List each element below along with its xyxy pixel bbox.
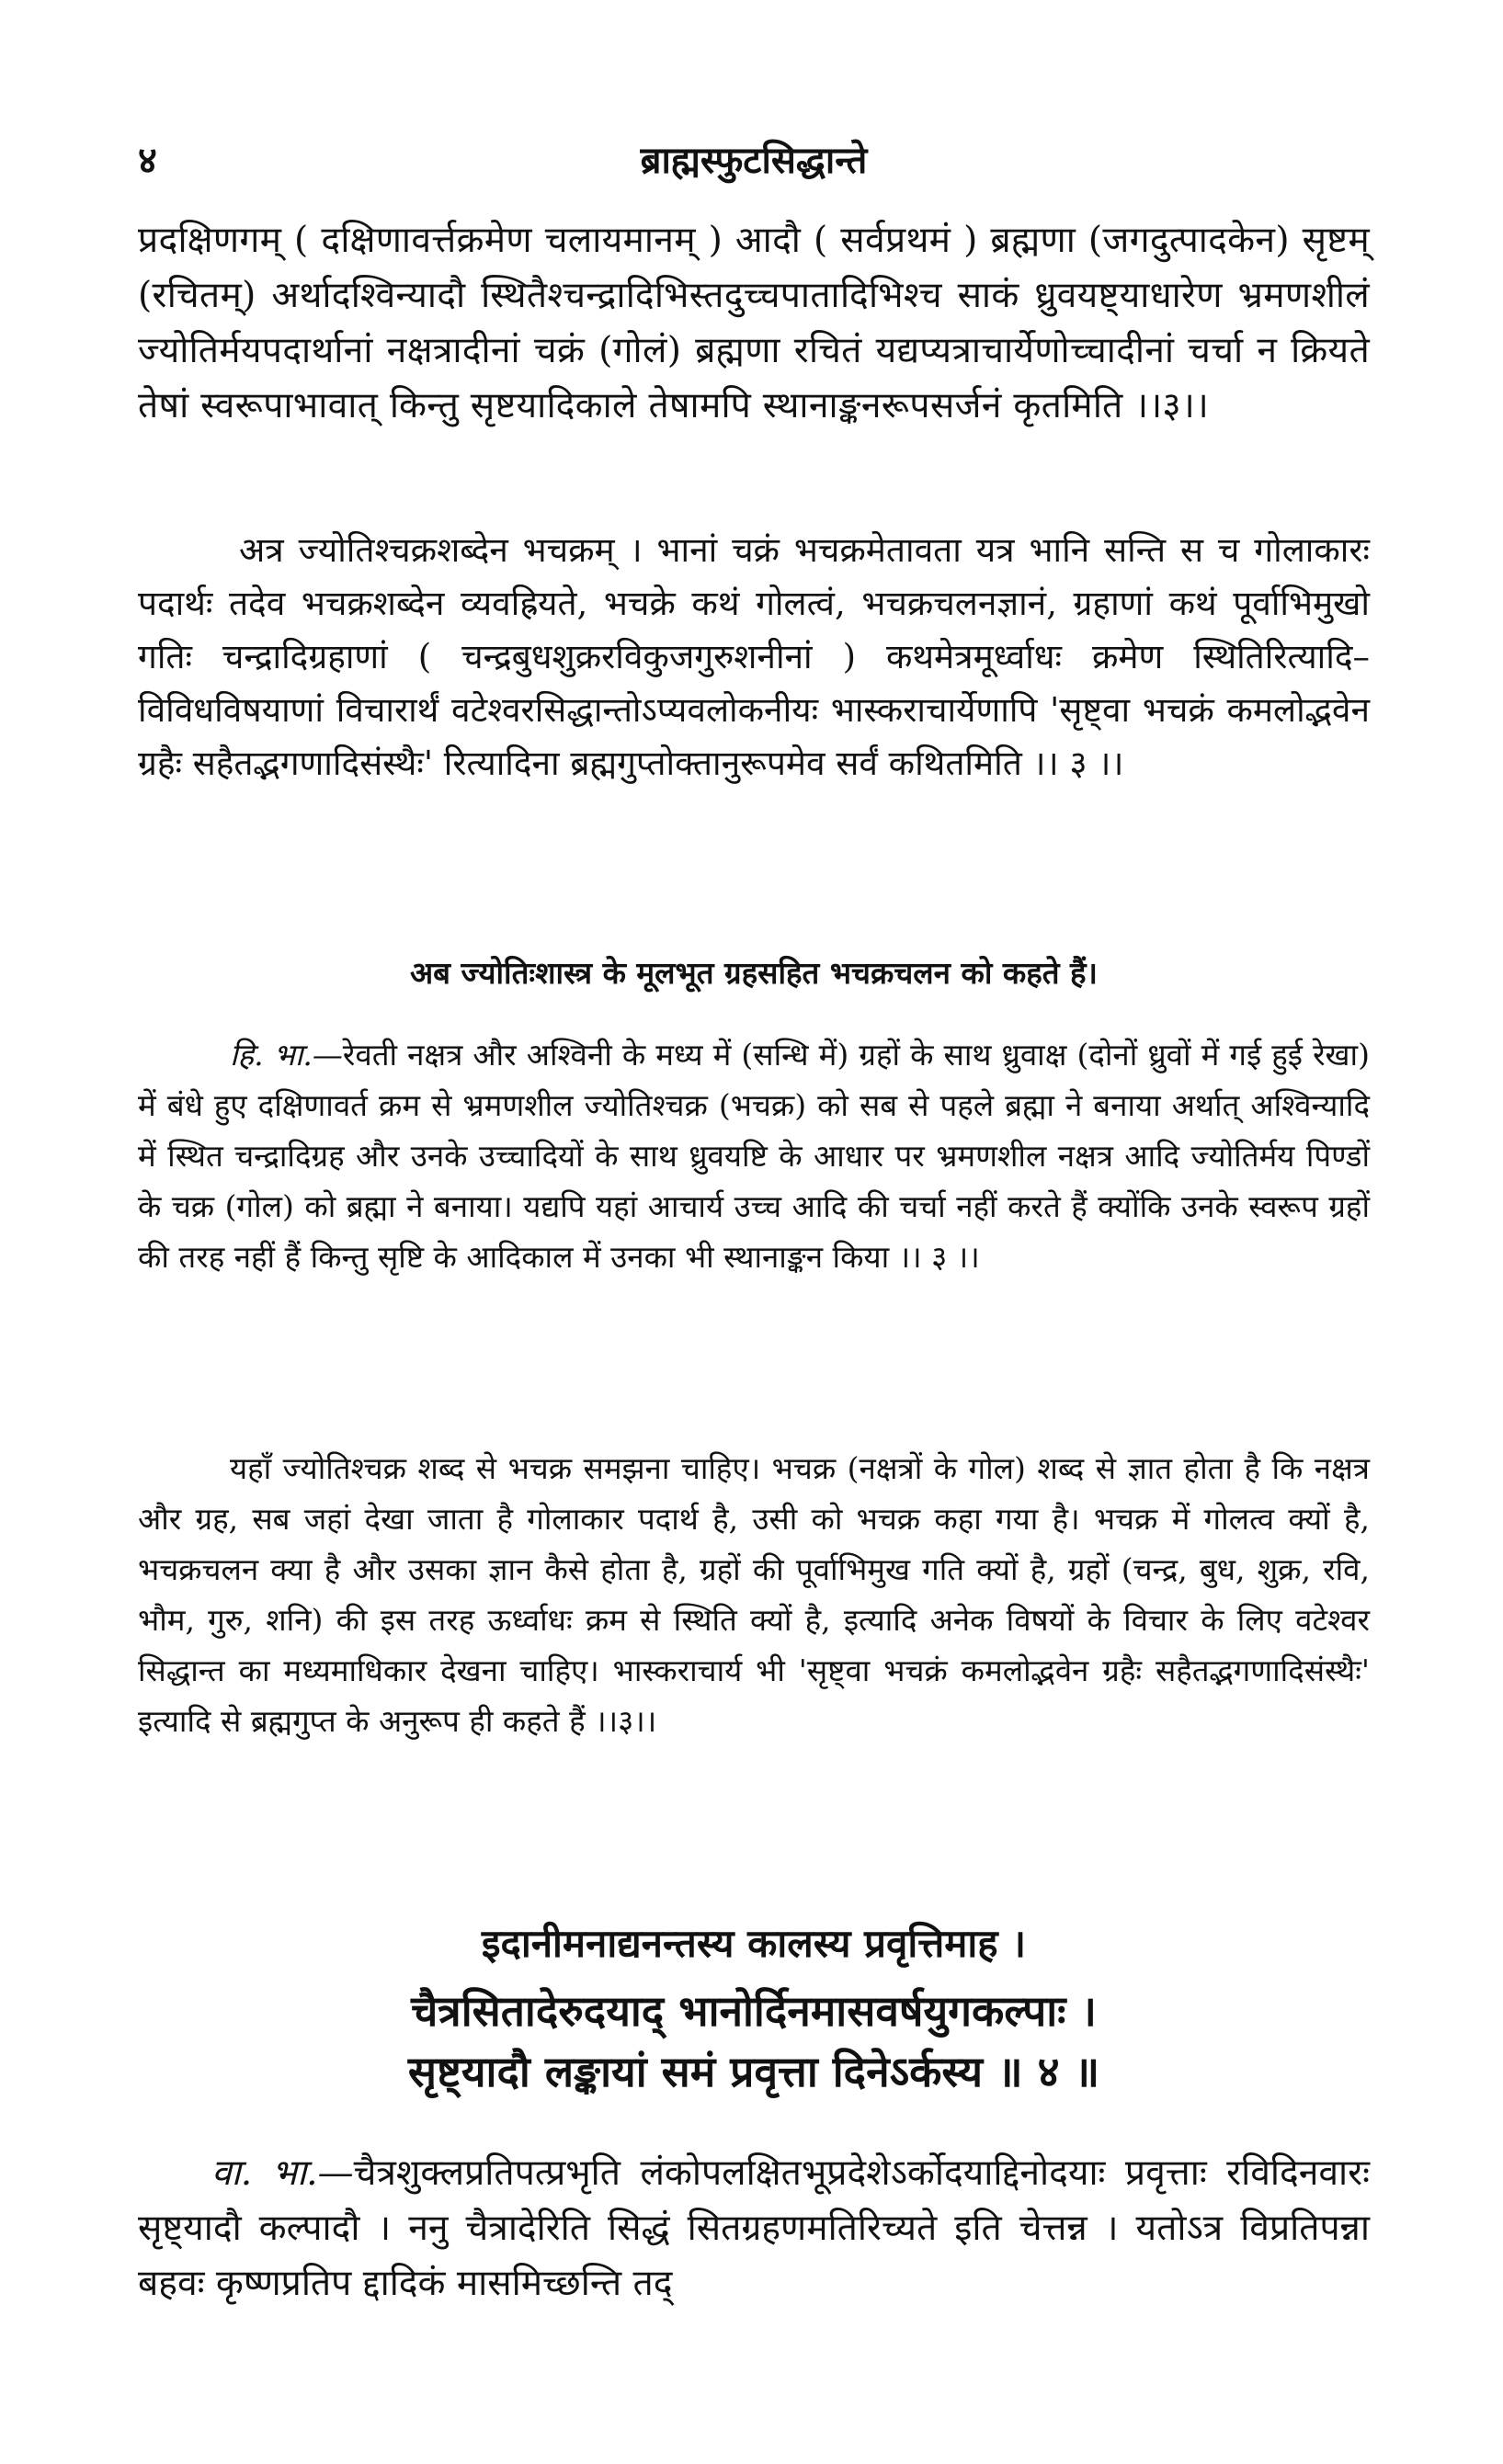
hindi-paragraph-1-text: रेवती नक्षत्र और अश्विनी के मध्य में (सन्धि में) ग्रहों के साथ ध्रुवाक्ष (दोनों ध्रुवों में गई हुई रेखा) में बंधे हुए दक्षिणावर्त क्रम से भ्रमणशील ज्योतिश्चक्र (भचक्र) को सब से पहले ब्रह्मा ने बनाया अर्थात् अश्विन्यादि में स्थित चन्द्रादिग्रह और उनके उच्चादियों के साथ ध्रुवयष्टि के आधार पर भ्रमणशील नक्षत्र आदि ज्योतिर्मय पिण्डों के चक्र (गोल) को ब्रह्मा ने बनाया। यद्यपि यहां आचार्य उच्च आदि की चर्चा नहीं करते हैं क्योंकि उनके स्वरूप ग्रहों की तरह नहीं हैं किन्तु सृष्टि के आदिकाल में उनका भी स्थानाङ्कन किया ।। ३ ।। <box>138 1037 1370 1275</box>
hindi-label: हि. भा.— <box>230 1037 343 1073</box>
page-number: ४ <box>138 139 157 182</box>
verse-line-2: सृष्ट्यादौ लङ्कायां समं प्रवृत्ता दिनेऽर्कस्य ॥ ४ ॥ <box>407 2047 1100 2096</box>
commentary-label: वा. भा.— <box>211 2152 354 2194</box>
page-header <box>138 133 1370 188</box>
running-title: ब्राह्मस्फुटसिद्धान्ते <box>640 139 868 182</box>
hindi-paragraph-1 <box>138 1029 1370 1282</box>
hindi-heading: अब ज्योतिःशास्त्र के मूलभूत ग्रहसहित भचक्रचलन को कहते हैं। <box>409 955 1099 991</box>
sanskrit-paragraph-2: अत्र ज्योतिश्चक्रशब्देन भचक्रम् । भानां चक्रं भचक्रमेतावता यत्र भानि सन्ति स च गोलाकारः पदार्थः तदेव भचक्रशब्देन व्यवह्रियते, भचक्रे कथं गोलत्वं, भचक्रचलनज्ञानं, ग्रहाणां कथं पूर्वाभिमुखो गतिः चन्द्रादिग्रहाणां ( चन्द्रबुधशुक्ररविकुजगुरुशनीनां ) कथमेत्रमूर्ध्वाधः क्रमेण स्थितिरित्यादि–विविधविषयाणां विचारार्थं वटेश्वरसिद्धान्तोऽप्यवलोकनीयः भास्कराचार्येणापि 'सृष्ट्वा भचक्रं कमलोद्भवेन ग्रहैः सहैतद्भगणादिसंस्थैः' रित्यादिना ब्रह्मगुप्तोक्तानुरूपमेव सर्वं कथितमिति ।। ३ ।। <box>138 530 1370 783</box>
verse-intro: इदानीमनाद्यनन्तस्य कालस्य प्रवृत्तिमाह । <box>481 1921 1027 1966</box>
verse-block <box>138 1981 1370 2102</box>
commentary-text: चैत्रशुक्लप्रतिपत्प्रभृति लंकोपलक्षितभूप्रदेशेऽर्कोदयाद्दिनोदयाः प्रवृत्ताः रविदिनवारः सृष्ट्यादौ कल्पादौ । ननु चैत्रादेरिति सिद्धं सितग्रहणमतिरिच्यते इति चेत्तन्न । यतोऽत्र विप्रतिपन्ना बहवः कृष्णप्रतिप द्दादिकं मासमिच्छन्ति तद् <box>138 2152 1370 2304</box>
hindi-paragraph-2: यहाँ ज्योतिश्चक्र शब्द से भचक्र समझना चाहिए। भचक्र (नक्षत्रों के गोल) शब्द से ज्ञात होता है कि नक्षत्र और ग्रह, सब जहां देखा जाता है गोलाकार पदार्थ है, उसी को भचक्र कहा गया है। भचक्र में गोलत्व क्यों है, भचक्रचलन क्या है और उसका ज्ञान कैसे होता है, ग्रहों की पूर्वाभिमुख गति क्यों है, ग्रहों (चन्द्र, बुध, शुक्र, रवि, भौम, गुरु, शनि) की इस तरह ऊर्ध्वाधः क्रम से स्थिति क्यों है, इत्यादि अनेक विषयों के विचार के लिए वटेश्वर सिद्धान्त का मध्यमाधिकार देखना चाहिए। भास्कराचार्य भी 'सृष्ट्वा भचक्रं कमलोद्भवेन ग्रहैः सहैतद्भगणादिसंस्थैः' इत्यादि से ब्रह्मगुप्त के अनुरूप ही कहते हैं ।।३।। <box>138 1450 1370 1739</box>
sanskrit-paragraph-1: प्रदक्षिणगम् ( दक्षिणावर्त्तक्रमेण चलायमानम् ) आदौ ( सर्वप्रथमं ) ब्रह्मणा (जगदुत्पादकेन) सृष्टम् (रचितम्) अर्थादश्विन्यादौ स्थितैश्चन्द्रादिभिस्तदुच्चपातादिभिश्च साकं ध्रुवयष्ट्याधारेण भ्रमणशीलं ज्योतिर्मयपदार्थानां नक्षत्रादीनां चक्रं (गोलं) ब्रह्मणा रचितं यद्यप्यत्राचार्येणोच्चादीनां चर्चा न क्रियते तेषां स्वरूपाभावात् किन्तु सृष्टयादिकाले तेषामपि स्थानाङ्कनरूपसर्जनं कृतमिति ।।३।। <box>138 220 1370 426</box>
verse-line-1: चैत्रसितादेरुदयाद् भानोर्दिनमासवर्षयुगकल्पाः । <box>411 1986 1097 2036</box>
commentary-paragraph <box>138 2146 1370 2311</box>
